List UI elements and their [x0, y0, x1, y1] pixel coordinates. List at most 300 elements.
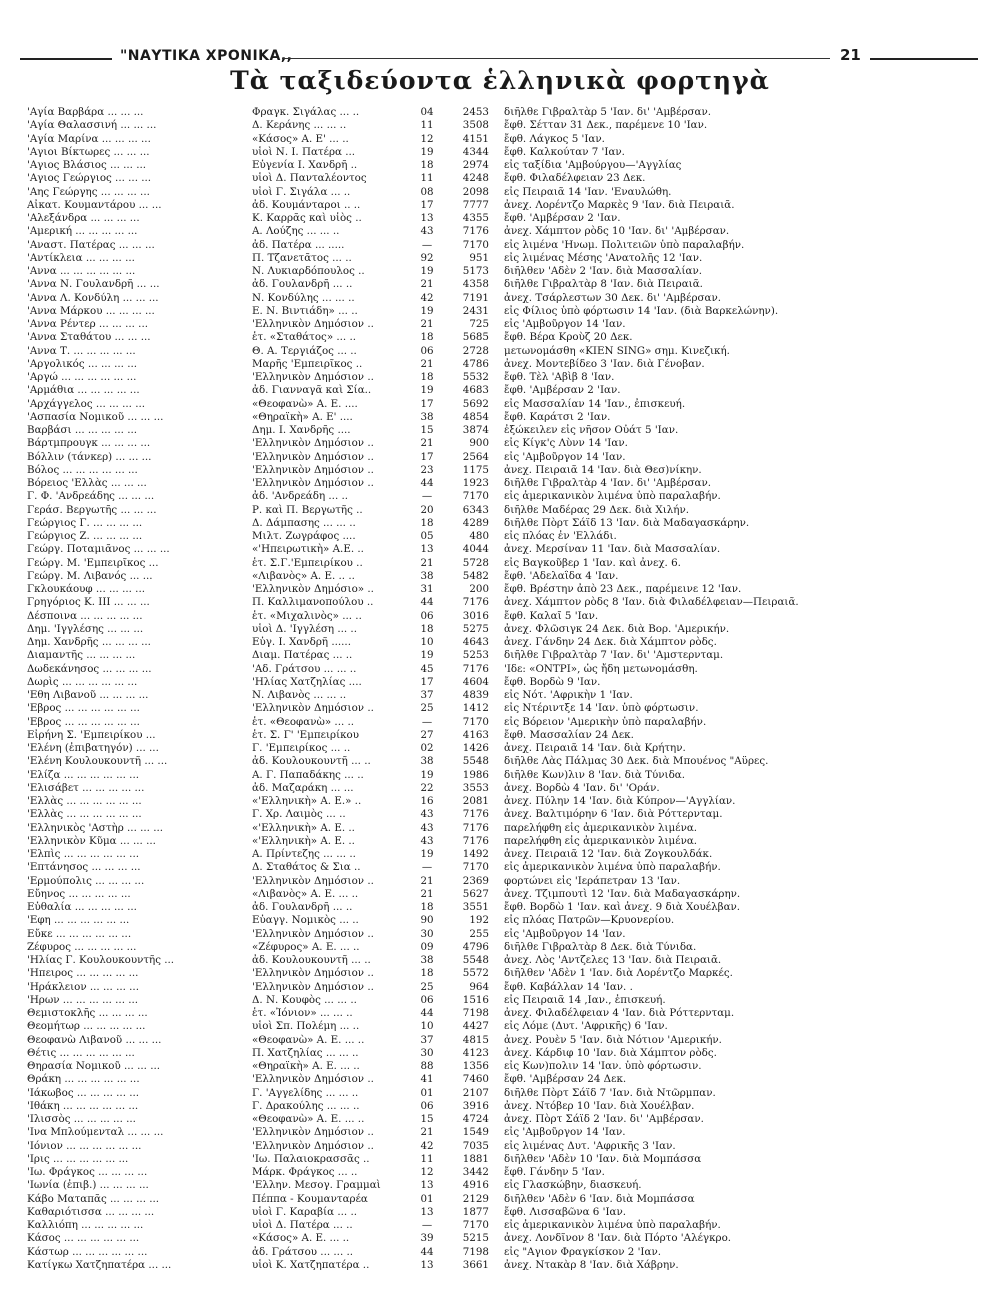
code-number: 45: [420, 662, 434, 675]
registry-number: 2431: [462, 304, 489, 317]
owner-name: ἀδ. Γουλανδρῆ ... ..: [252, 278, 353, 291]
owner-name: Γ. Χρ. Λαιμὸς ... ..: [252, 808, 346, 821]
code-number: 22: [420, 781, 434, 794]
registry-number: 1412: [462, 702, 489, 715]
ship-name: 'Ιρις ... ... ... ... ... ...: [27, 1152, 129, 1165]
owner-name: «Λιβανὸς» Α. Ε. ... ..: [252, 887, 359, 900]
registry-number: 3442: [462, 1166, 489, 1178]
list-item: [20, 636, 980, 649]
voyage-status: ἀνεχ. Μοντεβίδεο 3 'Ιαν. διὰ Γένοβαν.: [504, 357, 705, 370]
ship-name: Καθαριότισσα ... ... ... ...: [27, 1205, 155, 1218]
code-number: 11: [420, 172, 434, 185]
ship-name: 'Αγία Μαρίνα ... ... ... ...: [27, 132, 151, 145]
code-number: 19: [420, 304, 434, 317]
code-number: 43: [420, 225, 434, 238]
owner-name: Δημ. Ι. Χανδρῆς ....: [252, 424, 351, 436]
ship-name: 'Αννα ... ... ... ... ... ...: [27, 265, 136, 277]
list-item: [20, 954, 980, 967]
code-number: 43: [420, 821, 434, 834]
list-item: [20, 610, 980, 623]
list-item: [20, 1113, 980, 1126]
owner-name: 'Ελληνικὸν Δημόσιον ..: [252, 318, 374, 330]
ship-name: 'Αης Γεώργης ... ... ... ...: [27, 185, 150, 198]
code-number: 19: [420, 768, 434, 781]
code-number: —: [421, 238, 433, 251]
owner-name: «Θεοφανὼ» Α. Ε. ... ..: [252, 1113, 365, 1125]
code-number: 13: [420, 1205, 434, 1218]
owner-name: Ν. Κονδύλης ... ... ..: [252, 291, 355, 304]
ship-name: 'Εβρος ... ... ... ... ... ...: [27, 702, 140, 715]
ship-name: Εὔκε ... ... ... ... ... ...: [27, 927, 132, 940]
code-number: 04: [420, 106, 434, 118]
ship-name: Γεράσ. Βεργωτῆς ... ... ...: [27, 503, 157, 516]
ship-name: 'Ελισάβετ ... ... ... ... ...: [27, 781, 145, 794]
voyage-status: ἀνεχ. Χάμπτον ρὸδς 8 'Ιαν. διὰ Φιλαδέλφειαν—Πειραιᾶ.: [504, 596, 799, 609]
voyage-status: ἔφθ. Καλκούταν 7 'Ιαν.: [504, 145, 625, 158]
registry-number: 4163: [462, 728, 489, 741]
list-item: [20, 331, 980, 344]
registry-number: 4815: [462, 1033, 489, 1046]
list-item: [20, 861, 980, 874]
list-item: [20, 1153, 980, 1166]
code-number: 42: [420, 1139, 434, 1152]
ship-name: Γεώργιος Ζ. ... ... ... ...: [27, 530, 143, 542]
voyage-status: ἀνεχ. Κάρδιφ 10 'Ιαν. διὰ Χάμπτον ρὸδς.: [504, 1046, 717, 1059]
voyage-status: εἰς Μασσαλίαν 14 'Ιαν., ἐπισκευή.: [504, 397, 686, 410]
voyage-status: ἀνεχ. Λὸς 'Αντζελες 13 'Ιαν. διὰ Πειραιᾶ.: [504, 954, 722, 966]
ship-name: Δημ. Χανδρῆς ... ... ... ...: [27, 636, 151, 648]
owner-name: υἱοὶ Δ. 'Ιγγλέση ... ..: [252, 622, 357, 635]
code-number: 38: [420, 755, 434, 768]
voyage-status: ἔφθ. Βρέστην ἀπὸ 23 Δεκ., παρέμεινε 12 'Ιαν.: [504, 583, 742, 595]
ship-name: Βόλλιν (τάνκερ) ... ... ...: [27, 450, 152, 463]
registry-number: 4151: [462, 132, 489, 145]
ship-name: 'Αννα Λ. Κονδύλη ... ... ...: [27, 291, 159, 304]
voyage-status: διῆλθεν 'Αδὲν 2 'Ιαν. διὰ Μασσαλίαν.: [504, 265, 703, 277]
list-item: [20, 994, 980, 1007]
registry-number: 6343: [462, 503, 489, 516]
voyage-status: διῆλθε Γιβραλτὰρ 4 'Ιαν. δι' 'Αμβέρσαν.: [504, 477, 712, 489]
ship-name: 'Ελληνικὸν Κῦμα ... ... ...: [27, 834, 156, 847]
registry-number: 4427: [462, 1020, 489, 1033]
code-number: 15: [420, 424, 434, 436]
list-item: [20, 795, 980, 808]
code-number: 44: [420, 477, 434, 489]
code-number: 38: [420, 410, 434, 423]
owner-name: ἀδ. Γράτσου ... ... ..: [252, 1245, 354, 1258]
ship-name: Κάστωρ ... ... ... ... ... ...: [27, 1245, 148, 1258]
owner-name: Γ. Δρακούλης ... ... ..: [252, 1099, 360, 1112]
voyage-status: ἀνεχ. Χάμπτον ρὸδς 10 'Ιαν. δι' 'Αμβέρσαν.: [504, 225, 730, 238]
registry-number: 7176: [462, 596, 489, 609]
list-item: [20, 451, 980, 464]
ship-name: Θηρασία Νομικοῦ ... ... ...: [27, 1060, 161, 1072]
owner-name: «Θεοφανὼ» Α. Ε. ... ..: [252, 1033, 365, 1046]
list-item: [20, 782, 980, 795]
voyage-status: διῆλθε Μαδέρας 29 Δεκ. διὰ Χιλήν.: [504, 503, 690, 516]
list-item: [20, 133, 980, 146]
owner-name: 'Ελληνικὸν Δημόσιον ..: [252, 1126, 374, 1139]
voyage-status: εἰς πλόας ἐν 'Ελλάδι.: [504, 530, 617, 542]
voyage-status: 'Ιδε: «ΟΝΤΡΙ», ὡς ἤδη μετωνομάσθη.: [504, 662, 698, 675]
owner-name: 'Ιω. Παλαιοκρασσᾶς ..: [252, 1152, 370, 1165]
ship-name: 'Ινα Μπλούμενταλ ... ... ...: [27, 1126, 164, 1139]
list-item: [20, 742, 980, 755]
owner-name: 'Ελληνικὸν Δημόσιον ..: [252, 874, 374, 887]
ship-name: 'Ιάκωβος ... ... ... ... ...: [27, 1086, 140, 1099]
code-number: 13: [420, 1179, 434, 1192]
voyage-status: εἰς λιμένας Δυτ. 'Αφρικῆς 3 'Ιαν.: [504, 1139, 676, 1152]
voyage-status: εἰς 'Αμβοῦργον 14 'Ιαν.: [504, 318, 626, 330]
code-number: 21: [420, 318, 434, 330]
registry-number: 7170: [462, 1219, 489, 1231]
list-item: [20, 1219, 980, 1232]
list-item: [20, 345, 980, 358]
ship-name: 'Επτάνησος ... ... ... ...: [27, 861, 141, 874]
voyage-status: ἀνεχ. Φιλαδέλφειαν 4 'Ιαν. διὰ Ρόττερνταμ.: [504, 1007, 735, 1019]
registry-number: 1923: [462, 477, 489, 489]
ship-name: 'Αγία Θαλασσινή ... ... ...: [27, 119, 157, 132]
ship-name: 'Ελληνικὸς 'Αστὴρ ... ... ...: [27, 821, 164, 834]
list-item: [20, 623, 980, 636]
code-number: 21: [420, 437, 434, 450]
voyage-status: διῆλθε Λὰς Πάλμας 30 Δεκ. διὰ Μπουένος "Αϋρες.: [504, 755, 769, 768]
ship-name: 'Αγιος Βλάσιος ... ... ...: [27, 159, 147, 171]
owner-name: ἀδ. Κουλουκουντῆ ... ..: [252, 755, 371, 768]
ship-name: 'Ηρων ... ... ... ... ... ...: [27, 993, 139, 1006]
code-number: 19: [420, 265, 434, 277]
registry-number: 7198: [462, 1007, 489, 1019]
voyage-status: εἰς ἀμερικανικὸν λιμένα ὑπὸ παραλαβήν.: [504, 490, 721, 503]
registry-number: 4786: [462, 357, 489, 370]
voyage-status: διῆλθε Γιβραλτὰρ 8 'Ιαν. διὰ Πειραιᾶ.: [504, 278, 703, 291]
ship-name: 'Εθη Λιβανοῦ ... ... ... ...: [27, 689, 149, 701]
code-number: 17: [420, 397, 434, 410]
code-number: 21: [420, 556, 434, 569]
list-item: [20, 464, 980, 477]
voyage-status: διῆλθεν 'Αδὲν 6 'Ιαν. διὰ Μομπάσσα: [504, 1192, 695, 1205]
ship-name: Βόλος ... ... ... ... ... ...: [27, 463, 138, 476]
owner-name: «Κάσος» Α. Ε. ... ..: [252, 1232, 350, 1245]
list-item: [20, 1126, 980, 1139]
list-item: [20, 504, 980, 517]
code-number: 13: [420, 212, 434, 224]
voyage-status: εἰς "Αγιον Φραγκίσκον 2 'Ιαν.: [504, 1245, 661, 1258]
owner-name: «Θηραϊκὴ» Α. Ε' ....: [252, 410, 353, 423]
registry-number: 7170: [462, 490, 489, 503]
owner-name: Γ. 'Αγγελίδης ... ... ..: [252, 1086, 359, 1099]
owner-name: ἀδ. Πατέρα ... .....: [252, 238, 345, 251]
ship-name: 'Αντίκλεια ... ... ... ...: [27, 251, 135, 264]
list-item: [20, 530, 980, 543]
list-item: [20, 1259, 980, 1272]
voyage-status: ἔφθ. Μασσαλίαν 24 Δεκ.: [504, 728, 634, 741]
owner-name: ἑτ. «Θεοφανὼ» ... ..: [252, 715, 355, 728]
ship-name: 'Ελένη (ἐπιβατηγόν) ... ...: [27, 742, 159, 754]
registry-number: 2107: [462, 1086, 489, 1099]
voyage-status: ἔφθ. 'Αμβέρσαν 24 Δεκ.: [504, 1073, 627, 1086]
ship-name: 'Αγιοι Βίκτωρες ... ... ...: [27, 145, 150, 158]
owner-name: «'Ηπειρωτικὴ» Α.Ε. ..: [252, 543, 364, 556]
registry-number: 7176: [462, 662, 489, 675]
owner-name: 'Ελληνικὸν Δημόσιον ..: [252, 463, 374, 476]
owner-name: Μιλτ. Ζωγράφος ....: [252, 530, 356, 542]
registry-number: 4355: [462, 212, 489, 224]
ship-name: 'Ηράκλειον ... ... ... ...: [27, 980, 139, 993]
registry-number: 5532: [462, 371, 489, 383]
owner-name: υἱοὶ Σπ. Πολέμη ... ..: [252, 1020, 360, 1033]
code-number: 06: [420, 1099, 434, 1112]
owner-name: ἑτ. Σ. Γ' 'Εμπειρίκου: [252, 728, 360, 741]
voyage-status: ἀνεχ. Πύλην 14 'Ιαν. διὰ Κύπρον—'Αγγλίαν.: [504, 795, 736, 807]
ship-name: Γεώργιος Γ. ... ... ... ...: [27, 516, 143, 529]
voyage-status: εἰς Πειραιᾶ 14 ,Ιαν., ἐπισκευή.: [504, 993, 666, 1006]
code-number: —: [421, 490, 433, 503]
registry-number: 951: [469, 251, 489, 264]
registry-number: 480: [469, 530, 489, 542]
voyage-status: εἰς Πειραιᾶ 14 'Ιαν. 'Εναυλώθη.: [504, 185, 672, 198]
registry-number: 5173: [462, 265, 489, 277]
owner-name: υἱοὶ Κ. Χατζηπατέρα ..: [252, 1258, 370, 1271]
code-number: 11: [420, 119, 434, 132]
list-item: [20, 835, 980, 848]
list-item: [20, 716, 980, 729]
ship-name: 'Ασπασία Νομικοῦ ... ... ...: [27, 410, 164, 423]
voyage-status: διῆλθε Κων)λιν 8 'Ιαν. διὰ Τύνιδα.: [504, 768, 685, 781]
ship-name: Κάσος ... ... ... ... ... ...: [27, 1232, 140, 1245]
ship-name: Βαρβάσι ... ... ... ... ...: [27, 424, 138, 436]
registry-number: 1516: [462, 993, 489, 1006]
voyage-status: διῆλθε Γιβραλτὰρ 7 'Ιαν. δι' 'Αμστερνταμ.: [504, 649, 724, 662]
owner-name: ἀδ. 'Ανδρεάδη ... ..: [252, 490, 349, 503]
registry-number: 964: [469, 980, 489, 993]
owner-name: 'Ελληνικὸν Δημόσιον ..: [252, 437, 374, 450]
voyage-status: εἰς λιμένας Μέσης 'Ανατολῆς 12 'Ιαν.: [504, 251, 703, 264]
list-item: [20, 928, 980, 941]
registry-number: 2453: [462, 106, 489, 118]
code-number: 25: [420, 980, 434, 993]
registry-number: 1881: [462, 1152, 489, 1165]
voyage-status: ἔφθ. 'Αμβέρσαν 2 'Ιαν.: [504, 384, 621, 397]
code-number: —: [421, 715, 433, 728]
code-number: 37: [420, 1033, 434, 1046]
code-number: 30: [420, 1046, 434, 1059]
ship-name: 'Αμερική ... ... ... ... ...: [27, 225, 138, 238]
owner-name: Π. Καλλιμανοπούλου ..: [252, 596, 374, 609]
code-number: 21: [420, 278, 434, 291]
registry-number: 2369: [462, 874, 489, 887]
ship-name: 'Ερμούπολις ... ... ... ...: [27, 874, 145, 887]
voyage-status: ἀνεχ. Γάνδην 24 Δεκ. διὰ Χάμπτον ρὸδς.: [504, 636, 717, 648]
owner-name: Δ. Κεράνης ... ... ..: [252, 119, 347, 132]
ship-name: 'Ελλὰς ... ... ... ... ... ...: [27, 795, 142, 807]
owner-name: 'Ελληνικὸν Δημόσιον ..: [252, 980, 374, 993]
registry-number: 5572: [462, 967, 489, 980]
list-item: [20, 875, 980, 888]
owner-name: ἑτ. «Μιχαλινὸς» ... ..: [252, 609, 362, 622]
list-item: [20, 398, 980, 411]
registry-number: 1426: [462, 742, 489, 754]
owner-name: 'Ελληνικὸν Δημόσιον ..: [252, 1139, 374, 1152]
code-number: 38: [420, 954, 434, 966]
owner-name: Εὐγ. Ι. Χανδρῆ ......: [252, 636, 351, 648]
voyage-status: ἀνεχ. Λονδῖνον 8 'Ιαν. διὰ Πόρτο 'Αλέγκρο.: [504, 1232, 732, 1245]
voyage-status: ἔφθ. Καβάλλαν 14 'Ιαν. .: [504, 980, 633, 993]
ship-name: 'Αναστ. Πατέρας ... ... ...: [27, 238, 155, 251]
voyage-status: εἰς Ντέριντξε 14 'Ιαν. ὑπὸ φόρτωσιν.: [504, 702, 699, 715]
list-item: [20, 755, 980, 768]
voyage-status: ἔφθ. Τὲλ 'Αβὶβ 8 'Ιαν.: [504, 371, 615, 383]
registry-number: 5253: [462, 649, 489, 662]
list-item: [20, 808, 980, 821]
ship-name: Θεοφανὼ Λιβανοῦ ... ... ...: [27, 1033, 162, 1046]
code-number: 09: [420, 940, 434, 953]
voyage-status: ἔφθ. Λισσαβῶνα 6 'Ιαν.: [504, 1205, 627, 1218]
voyage-status: εἰς Λόμε (Δυτ. 'Αφρικῆς) 6 'Ιαν.: [504, 1020, 668, 1033]
owner-name: «Ζέφυρος» Α. Ε. ... ..: [252, 940, 360, 953]
list-item: [20, 318, 980, 331]
list-item: [20, 1060, 980, 1073]
ship-name: 'Αννα Μάρκου ... ... ... ...: [27, 304, 155, 317]
owner-name: ἀδ. Γιανναγᾶ καὶ Σία..: [252, 384, 372, 397]
list-item: [20, 186, 980, 199]
registry-number: 192: [469, 914, 489, 927]
list-item: [20, 199, 980, 212]
list-item: [20, 437, 980, 450]
list-item: [20, 729, 980, 742]
voyage-status: ἀνεχ. Ντόβερ 10 'Ιαν. διὰ Χουέλβαν.: [504, 1099, 695, 1112]
registry-number: 1986: [462, 768, 489, 781]
code-number: 92: [420, 251, 434, 264]
voyage-status: ἀνεχ. Ντακὰρ 8 'Ιαν. διὰ Χάβρην.: [504, 1258, 679, 1271]
registry-number: 900: [469, 437, 489, 450]
ship-name: 'Αρχάγγελος ... ... ... ...: [27, 397, 146, 410]
registry-number: 3661: [462, 1258, 489, 1271]
owner-name: ἑτ. «Σταθάτος» ... ..: [252, 331, 357, 344]
voyage-status: ἀνεχ. Τζιμπουτὶ 12 'Ιαν. διὰ Μαδαγασκάρην.: [504, 887, 741, 900]
owner-name: Μάρκ. Φράγκος ... ..: [252, 1166, 358, 1178]
registry-number: 5548: [462, 755, 489, 768]
ship-name: 'Ελίζα ... ... ... ... ... ...: [27, 768, 139, 781]
ship-name: 'Αλεξάνδρα ... ... ... ...: [27, 212, 140, 224]
owner-name: 'Ελληνικὸν Δημόσιον ..: [252, 371, 374, 383]
registry-number: 3874: [462, 424, 489, 436]
code-number: 21: [420, 887, 434, 900]
ship-name: 'Αγιος Γεώργιος ... ... ...: [27, 172, 152, 185]
list-item: [20, 1047, 980, 1060]
ship-name: 'Ελλὰς ... ... ... ... ... ...: [27, 808, 142, 821]
list-item: [20, 411, 980, 424]
owner-name: Ν. Λιβανὸς ... ... ..: [252, 689, 347, 701]
code-number: —: [421, 861, 433, 874]
voyage-status: εἰς Κίγκ'ς Λὺνν 14 'Ιαν.: [504, 437, 628, 450]
registry-number: 7460: [462, 1073, 489, 1086]
ship-name: 'Αννα Ν. Γουλανδρῆ ... ...: [27, 278, 160, 291]
voyage-status: ἔφθ. Βορδὼ 9 'Ιαν.: [504, 675, 601, 688]
code-number: 12: [420, 1166, 434, 1178]
owner-name: «Λιβανὸς» Α. Ε. .. ..: [252, 569, 355, 582]
registry-number: 1175: [462, 463, 489, 476]
owner-name: Κ. Καρρᾶς καὶ υἱὸς ..: [252, 212, 362, 224]
registry-number: 5728: [462, 556, 489, 569]
registry-number: 5275: [462, 622, 489, 635]
ship-name: Κατίγκω Χατζηπατέρα ... ...: [27, 1258, 172, 1271]
ship-name: Ζέφυρος ... ... ... ... ...: [27, 940, 137, 953]
registry-number: 7176: [462, 821, 489, 834]
ship-name: Δωρὶς ... ... ... ... ... ...: [27, 675, 138, 688]
owner-name: 'Ελληνικὸν Δημόσιον ..: [252, 1073, 374, 1086]
cargo-ships-list: [20, 106, 980, 1272]
ship-name: 'Εφη ... ... ... ... ... ...: [27, 914, 130, 927]
voyage-status: ἔφθ. Βορδὼ 1 'Ιαν. καὶ ἀνεχ. 9 διὰ Χουέλβαν.: [504, 901, 741, 913]
ship-name: 'Ελπὶς ... ... ... ... ... ...: [27, 848, 139, 860]
owner-name: Ν. Λυκιαρδόπουλος ..: [252, 265, 365, 277]
voyage-status: ἔφθ. Βέρα Κροὺζ 20 Δεκ.: [504, 331, 633, 344]
registry-number: 7176: [462, 834, 489, 847]
code-number: 17: [420, 450, 434, 463]
list-item: [20, 543, 980, 556]
ship-name: Θεμιστοκλῆς ... ... ... ...: [27, 1007, 148, 1019]
ship-name: 'Ιωνία (ἐπιβ.) ... ... ... ...: [27, 1179, 149, 1192]
registry-number: 4289: [462, 516, 489, 529]
code-number: 18: [420, 159, 434, 171]
registry-number: 2564: [462, 450, 489, 463]
code-number: 21: [420, 357, 434, 370]
list-item: [20, 119, 980, 132]
code-number: 44: [420, 1245, 434, 1258]
ship-name: Εἰρήνη Σ. 'Εμπειρίκου ...: [27, 728, 156, 741]
registry-number: 200: [469, 583, 489, 595]
owner-name: 'Ηλίας Χατζηλίας ....: [252, 675, 362, 688]
list-item: [20, 570, 980, 583]
registry-number: 725: [469, 318, 489, 330]
ship-name: 'Εβρος ... ... ... ... ... ...: [27, 715, 140, 728]
voyage-status: ἀνεχ. Μερσίναν 11 'Ιαν. διὰ Μασσαλίαν.: [504, 543, 721, 556]
code-number: 90: [420, 914, 434, 927]
registry-number: 7176: [462, 225, 489, 238]
code-number: 39: [420, 1232, 434, 1245]
voyage-status: ἔφθ. Λάγκος 5 'Ιαν.: [504, 132, 605, 145]
voyage-status: ἀνεχ. Τσάρλεστων 30 Δεκ. δι' 'Αμβέρσαν.: [504, 291, 722, 304]
voyage-status: εἰς 'Αμβοῦργον 14 'Ιαν.: [504, 927, 626, 940]
ship-name: Εὐθαλία ... ... ... ... ...: [27, 901, 137, 913]
code-number: 41: [420, 1073, 434, 1086]
registry-number: 7176: [462, 808, 489, 821]
voyage-status: εἰς ταξίδια 'Αμβούργου—'Αγγλίας: [504, 159, 682, 171]
owner-name: ἀδ. Κουμάνταροι .. ..: [252, 198, 361, 211]
owner-name: «Θηραϊκὴ» Α. Ε. ... ..: [252, 1060, 360, 1072]
code-number: 17: [420, 675, 434, 688]
voyage-status: ἀνεχ. Πὸρτ Σάϊδ 2 'Ιαν. δι' 'Αμβέρσαν.: [504, 1113, 704, 1125]
owner-name: «'Ελληνικὴ» Α. Ε. ..: [252, 834, 355, 847]
registry-number: 7035: [462, 1139, 489, 1152]
registry-number: 5215: [462, 1232, 489, 1245]
ship-name: 'Ιλισσὸς ... ... ... ... ...: [27, 1113, 136, 1125]
list-item: [20, 278, 980, 291]
registry-number: 3016: [462, 609, 489, 622]
voyage-status: ἐξώκειλεν εἰς νῆσον Οὐάτ 5 'Ιαν.: [504, 424, 679, 436]
ship-name: Θεομήτωρ ... ... ... ... ...: [27, 1020, 146, 1033]
voyage-status: διῆλθεν 'Αδὲν 10 'Ιαν. διὰ Μομπάσσα: [504, 1152, 702, 1165]
registry-number: 7191: [462, 291, 489, 304]
ship-name: 'Ιω. Φράγκος ... ... ... ...: [27, 1166, 148, 1178]
list-item: [20, 225, 980, 238]
list-item: [20, 702, 980, 715]
owner-name: υἱοὶ Δ. Πανταλέοντος: [252, 172, 367, 185]
ship-name: Δέσποινα ... ... ... ... ...: [27, 609, 143, 622]
owner-name: ἀδ. Κουλουκουντῆ ... ..: [252, 954, 371, 966]
registry-number: 4683: [462, 384, 489, 397]
